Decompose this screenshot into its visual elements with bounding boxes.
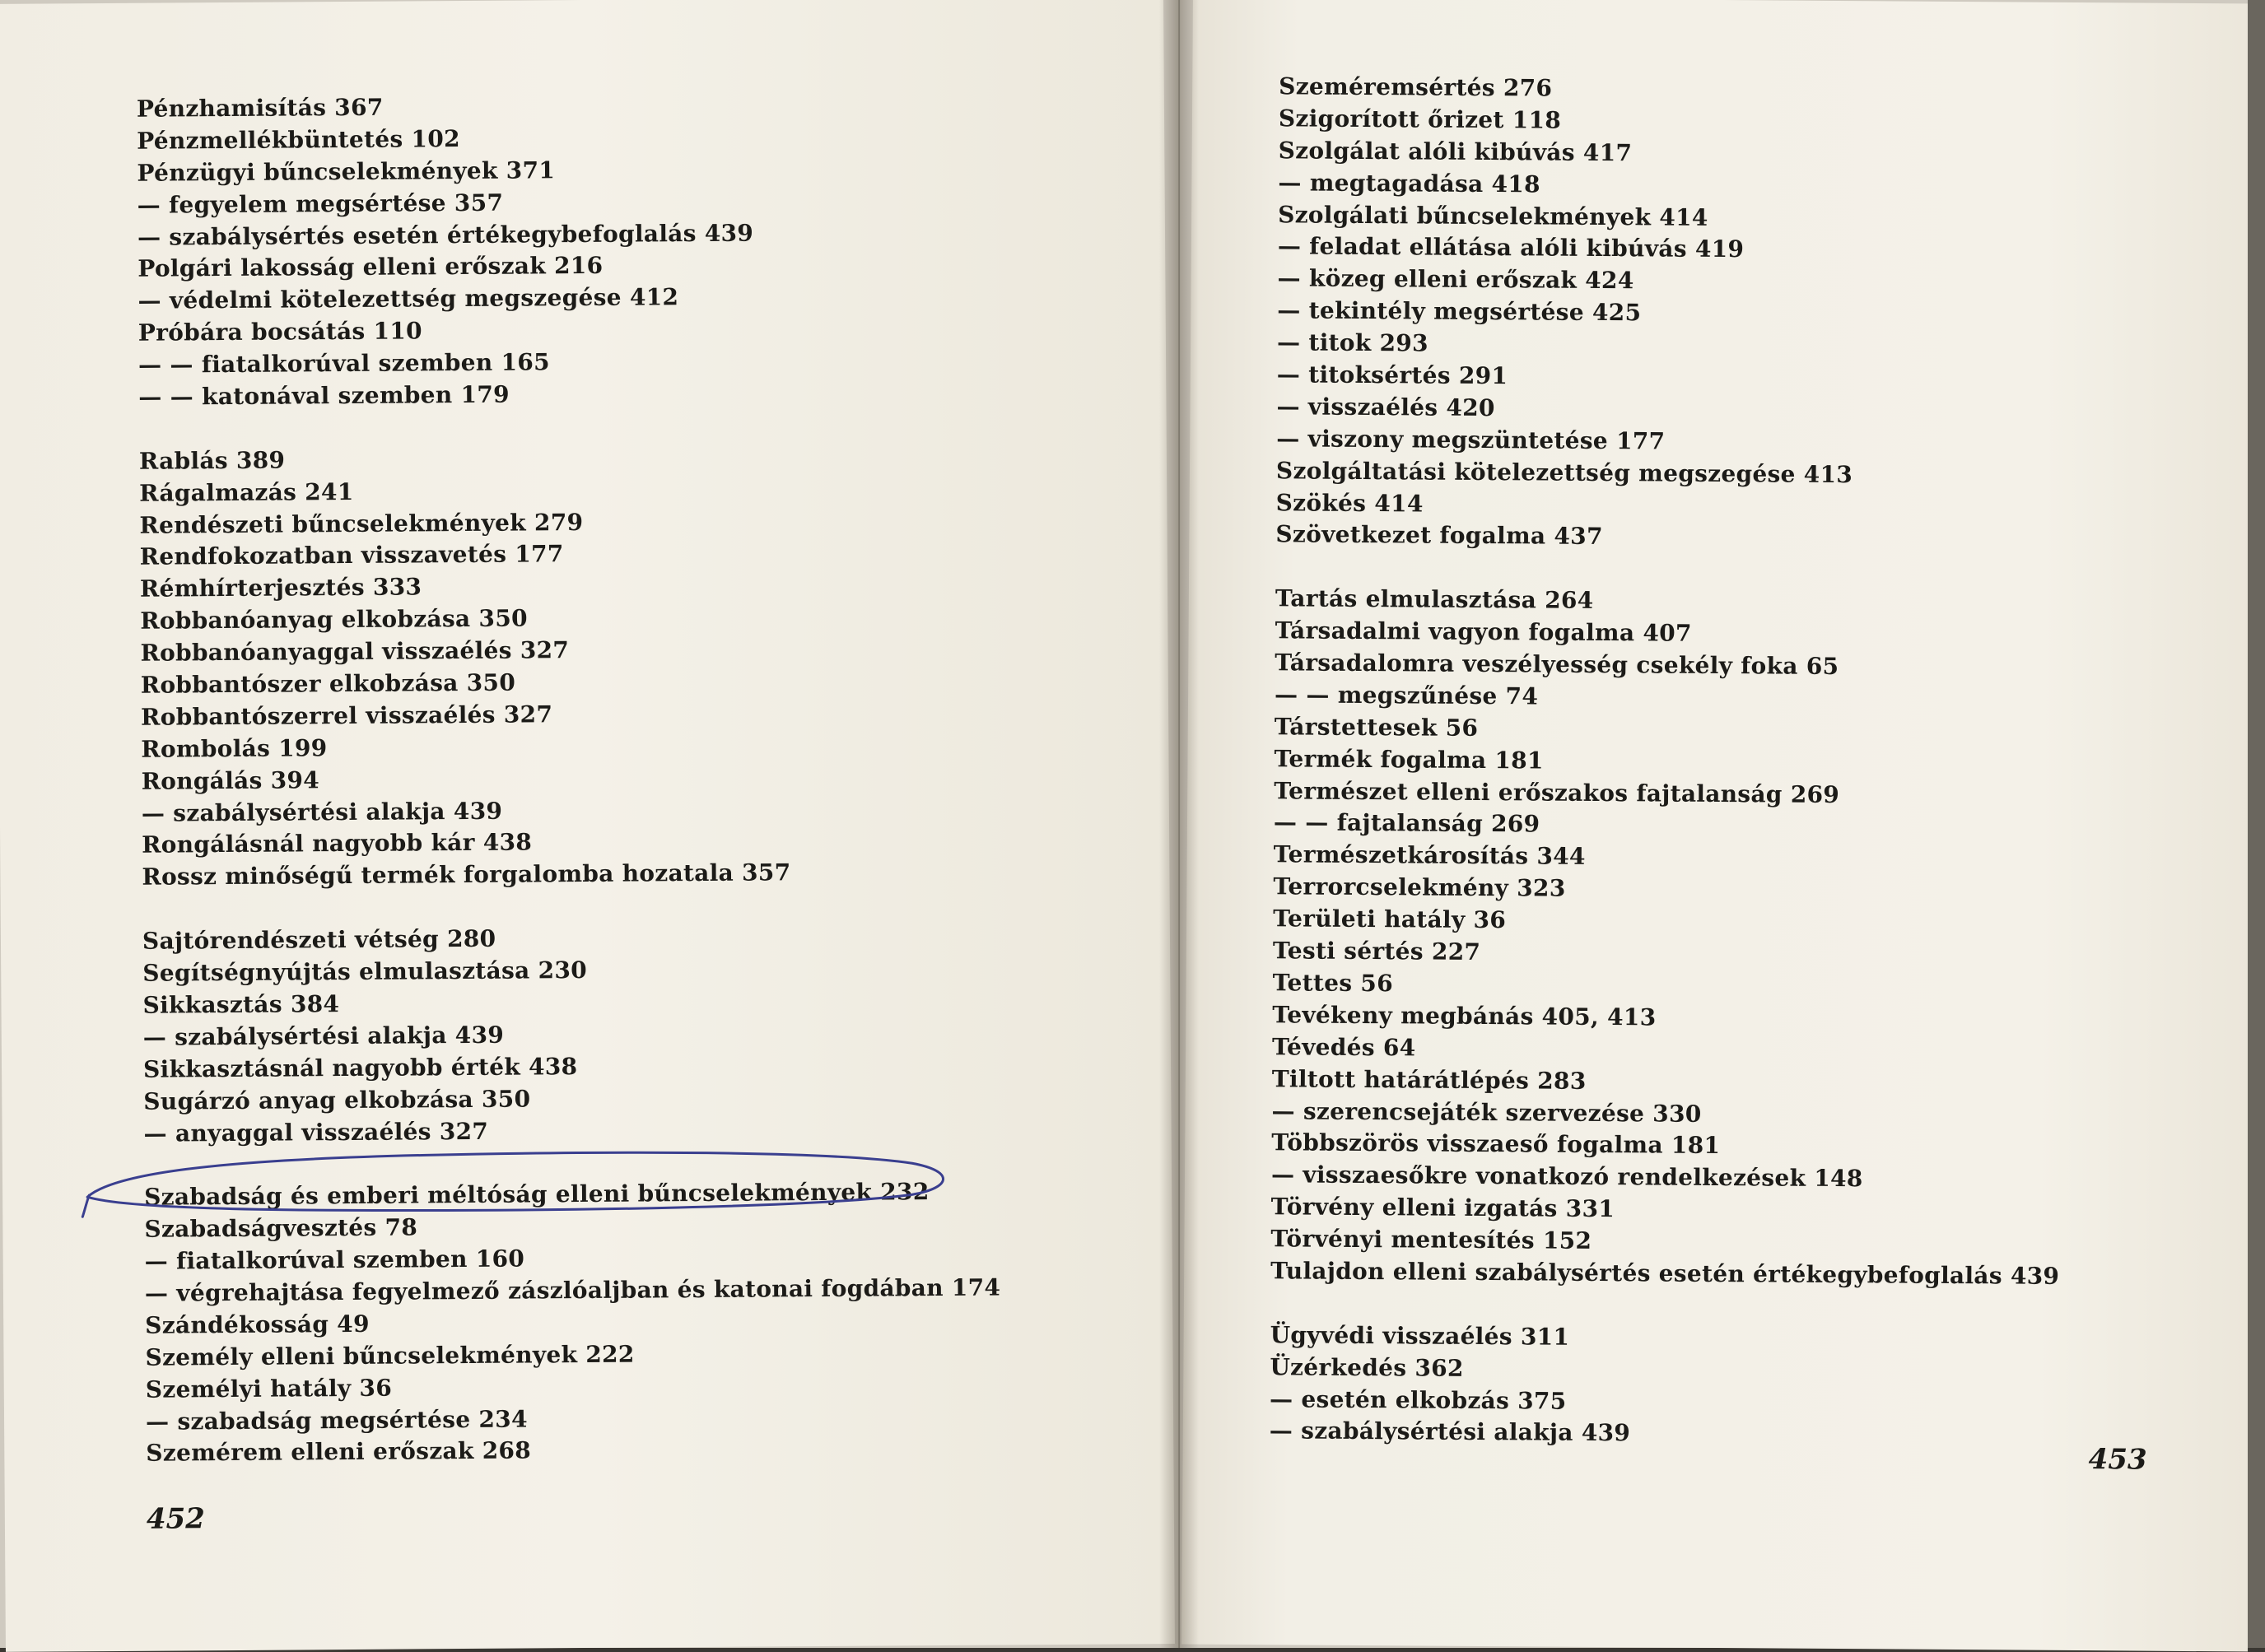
index-entry: — szerencsejáték szervezése 330 bbox=[1271, 1096, 1702, 1128]
index-entry: — visszaélés 420 bbox=[1276, 393, 1495, 421]
index-entry: — anyaggal visszaélés 327 bbox=[143, 1117, 489, 1147]
index-entry: — fiatalkorúval szemben 160 bbox=[144, 1245, 525, 1275]
index-entry: Szigorított őrizet 118 bbox=[1278, 105, 1562, 134]
index-entry: Tartás elmulasztása 264 bbox=[1275, 584, 1594, 615]
index-entry: — szabálysértési alakja 439 bbox=[1269, 1417, 1631, 1447]
index-entry: Tévedés 64 bbox=[1271, 1032, 1416, 1062]
index-entry: Sajtórendészeti vétség 280 bbox=[142, 924, 496, 955]
index-entry: Tevékeny megbánás 405, 413 bbox=[1272, 1001, 1657, 1031]
index-entry: Rémhírterjesztés 333 bbox=[139, 573, 422, 603]
index-entry: Pénzhamisítás 367 bbox=[136, 93, 384, 123]
index-entry: Szeméremsértés 276 bbox=[1279, 72, 1553, 102]
index-entry: Próbára bocsátás 110 bbox=[137, 317, 423, 347]
index-entry: Szövetkezet fogalma 437 bbox=[1275, 520, 1603, 551]
index-entry: Polgári lakosság elleni erőszak 216 bbox=[137, 252, 604, 283]
index-entry: Pénzügyi bűncselekmények 371 bbox=[137, 156, 556, 187]
index-entry: Rendfokozatban visszavetés 177 bbox=[139, 540, 564, 571]
index-entry: — titok 293 bbox=[1276, 328, 1429, 357]
index-entry: — tekintély megsértése 425 bbox=[1277, 296, 1642, 327]
index-entry: Sikkasztásnál nagyobb érték 438 bbox=[142, 1052, 578, 1083]
index-entry: Társadalmi vagyon fogalma 407 bbox=[1275, 617, 1692, 647]
book-gutter bbox=[1159, 0, 1199, 1648]
index-entry: Segítségnyújtás elmulasztása 230 bbox=[142, 956, 588, 987]
index-entry: Szabadság és emberi méltóság elleni bűncselekmények 232 bbox=[144, 1178, 930, 1212]
index-entry: — — fajtalanság 269 bbox=[1273, 808, 1540, 838]
index-entry: Üzérkedés 362 bbox=[1270, 1352, 1464, 1382]
index-entry: Területi hatály 36 bbox=[1273, 905, 1507, 934]
index-entry: Társtettesek 56 bbox=[1274, 713, 1479, 742]
index-entry: Rablás 389 bbox=[138, 446, 286, 475]
index-entry: Testi sértés 227 bbox=[1272, 937, 1481, 966]
index-entry: Társadalomra veszélyesség csekély foka 65 bbox=[1275, 649, 1839, 681]
index-entry: Szolgálati bűncselekmények 414 bbox=[1278, 200, 1708, 231]
index-entry: Terrorcselekmény 323 bbox=[1273, 873, 1566, 902]
index-entry: Sikkasztás 384 bbox=[142, 990, 340, 1019]
index-entry: — szabálysértési alakja 439 bbox=[142, 1021, 505, 1051]
index-entry: Pénzmellékbüntetés 102 bbox=[137, 124, 460, 155]
page-number-left: 452 bbox=[146, 1502, 206, 1536]
index-entry: — védelmi kötelezettség megszegése 412 bbox=[137, 283, 679, 315]
index-entry: Természetkárosítás 344 bbox=[1273, 840, 1586, 871]
index-entry: — szabadság megsértése 234 bbox=[145, 1405, 528, 1436]
index-entry: Robbanóanyag elkobzása 350 bbox=[140, 604, 528, 635]
index-entry: Tulajdon elleni szabálysértés esetén értékegybefoglalás 439 bbox=[1270, 1257, 2060, 1290]
index-entry: — viszony megszüntetése 177 bbox=[1276, 425, 1666, 455]
index-entry: — szabálysértési alakja 439 bbox=[141, 797, 503, 827]
index-entry: Szolgáltatási kötelezettség megszegése 413 bbox=[1275, 456, 1853, 488]
index-entry: Szolgálat alóli kibúvás 417 bbox=[1278, 137, 1633, 167]
index-entry: Személy elleni bűncselekmények 222 bbox=[145, 1340, 635, 1371]
table-edge bbox=[2248, 0, 2265, 1648]
index-entry: — szabálysértés esetén értékegybefoglalás 439 bbox=[137, 219, 754, 251]
index-entry: Szemérem elleni erőszak 268 bbox=[146, 1436, 532, 1468]
index-entry: Tiltott határátlépés 283 bbox=[1271, 1064, 1587, 1095]
index-entry: Rongálás 394 bbox=[141, 766, 320, 795]
index-entry: Robbantószerrel visszaélés 327 bbox=[140, 700, 553, 731]
index-entry: Termék fogalma 181 bbox=[1274, 744, 1544, 775]
index-entry: — esetén elkobzás 375 bbox=[1269, 1384, 1567, 1415]
page-number-right: 453 bbox=[2088, 1443, 2147, 1477]
index-entry: — — megszűnése 74 bbox=[1274, 681, 1539, 710]
index-entry: Rongálásnál nagyobb kár 438 bbox=[142, 828, 533, 859]
index-entry: — — fiatalkorúval szemben 165 bbox=[137, 348, 550, 379]
index-entry: Rágalmazás 241 bbox=[139, 477, 354, 507]
index-entry: Törvény elleni izgatás 331 bbox=[1270, 1193, 1615, 1223]
index-entry: — megtagadása 418 bbox=[1278, 168, 1541, 198]
index-entry: — visszaesőkre vonatkozó rendelkezések 148 bbox=[1270, 1161, 1863, 1193]
index-list-left bbox=[137, 86, 1159, 1470]
index-entry: — végrehajtása fegyelmező zászlóaljban és katonai fogdában 174 bbox=[144, 1273, 1001, 1307]
index-entry: Rombolás 199 bbox=[141, 733, 328, 763]
index-entry: Ügyvédi visszaélés 311 bbox=[1270, 1320, 1570, 1351]
index-entry: Robbantószer elkobzása 350 bbox=[140, 668, 516, 699]
index-entry: Sugárzó anyag elkobzása 350 bbox=[143, 1085, 531, 1115]
index-entry: Rendészeti bűncselekmények 279 bbox=[139, 508, 584, 539]
index-entry: Többszörös visszaeső fogalma 181 bbox=[1271, 1128, 1721, 1160]
index-entry: Robbanóanyaggal visszaélés 327 bbox=[140, 636, 570, 667]
index-entry: Szökés 414 bbox=[1275, 488, 1424, 518]
index-entry: — közeg elleni erőszak 424 bbox=[1277, 264, 1634, 295]
index-entry: — feladat ellátása alóli kibúvás 419 bbox=[1277, 232, 1745, 263]
index-entry: Természet elleni erőszakos fajtalanság 269 bbox=[1274, 776, 1840, 808]
index-entry: Rossz minőségű termék forgalomba hozatala 357 bbox=[142, 859, 791, 891]
index-entry: — fegyelem megsértése 357 bbox=[137, 188, 504, 219]
index-list-right bbox=[1270, 71, 2251, 1454]
index-entry: Személyi hatály 36 bbox=[145, 1374, 393, 1403]
index-entry: — titoksértés 291 bbox=[1276, 361, 1508, 390]
index-entry: Szándékosság 49 bbox=[145, 1310, 370, 1339]
index-entry: Szabadságvesztés 78 bbox=[144, 1213, 418, 1243]
index-entry: Tettes 56 bbox=[1272, 969, 1394, 998]
right-page bbox=[1181, 0, 2259, 1651]
index-entry: Törvényi mentesítés 152 bbox=[1270, 1225, 1592, 1254]
index-entry: — — katonával szemben 179 bbox=[138, 380, 510, 411]
